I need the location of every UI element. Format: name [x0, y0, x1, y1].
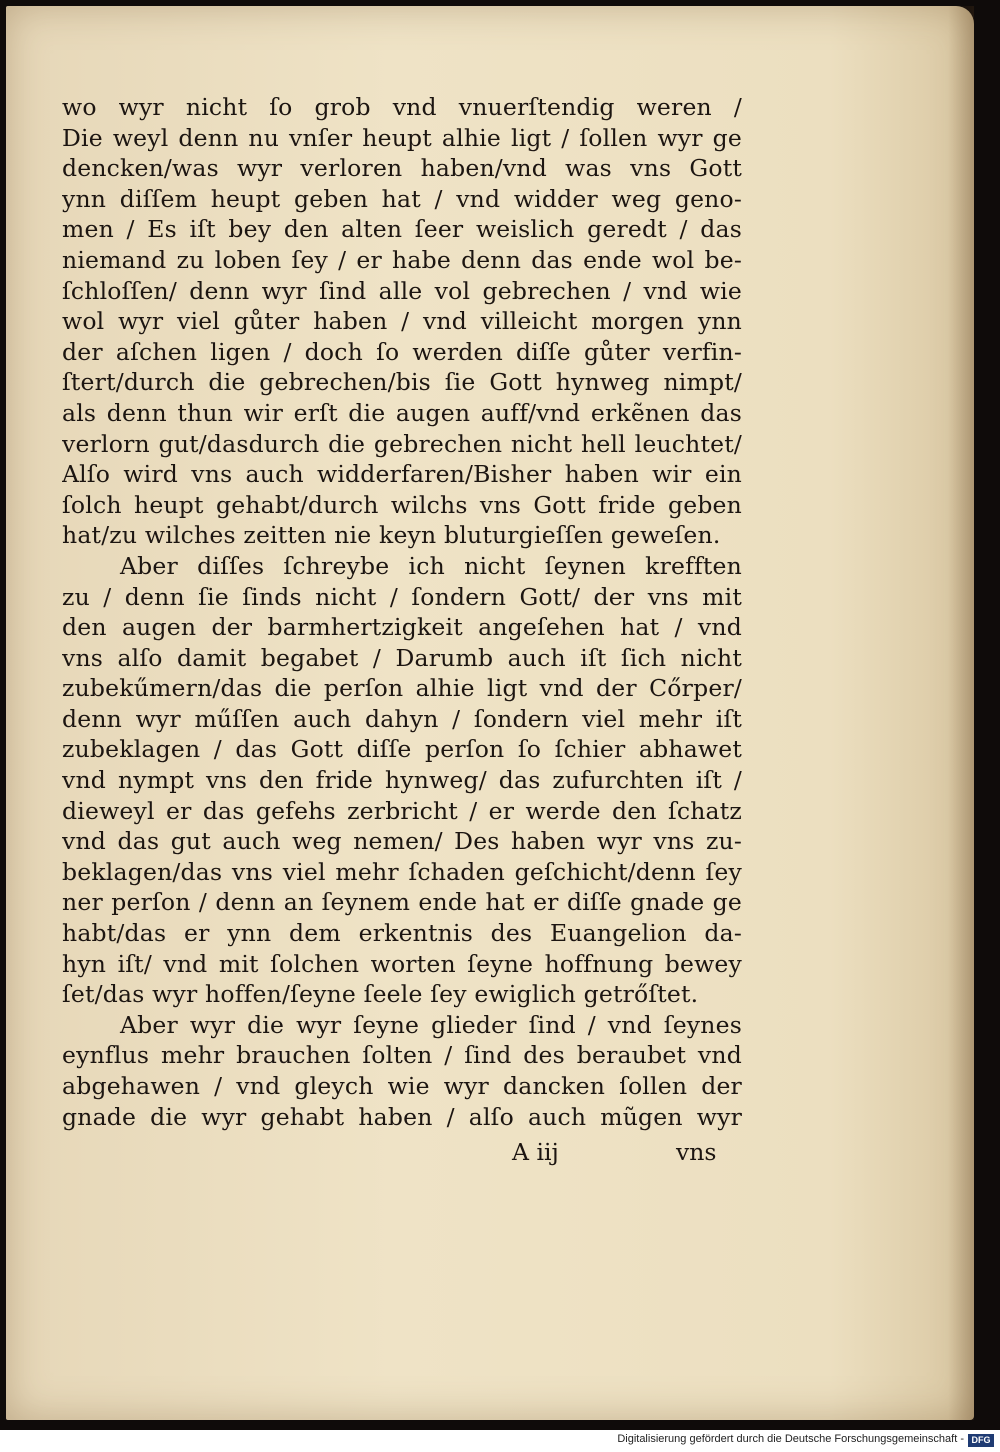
text-line: Alſo wird vns auch widderfaren/Bisher haben wir ein	[62, 460, 742, 489]
text-line: Aber diſſes ſchreybe ich nicht ſeynen krefften	[120, 551, 742, 580]
text-line: zubeklagen / das Gott diſſe perſon ſo ſchier abhawet	[62, 735, 742, 764]
text-line: gnade die wyr gehabt haben / alſo auch mũgen wyr	[62, 1102, 742, 1131]
text-line: ſtert/durch die gebrechen/bis ſie Gott hynweg nimpt/	[62, 368, 742, 397]
text-line: Die weyl denn nu vnſer heupt alhie ligt / ſollen wyr ge	[62, 123, 742, 152]
text-line: abgehawen / vnd gleych wie wyr dancken ſollen der	[62, 1072, 742, 1100]
catchword: vns	[676, 1138, 717, 1166]
text-line: beklagen/das vns viel mehr ſchaden geſchicht/denn ſey	[62, 857, 742, 886]
text-line: vnd das gut auch weg nemen/ Des haben wyr vns zu-	[62, 827, 742, 856]
text-line: verlorn gut/dasdurch die gebrechen nicht hell leuchtet/	[62, 429, 742, 458]
text-line: dieweyl er das gefehs zerbricht / er werde den ſchatz	[62, 796, 742, 825]
text-line: hyn iſt/ vnd mit ſolchen worten ſeyne hoffnung bewey	[62, 949, 742, 978]
text-line: zu / denn ſie ſinds nicht / ſondern Gott/ der vns mit	[62, 582, 742, 611]
text-line: als denn thun wir erſt die augen auff/vnd erkẽnen das	[62, 398, 742, 427]
funding-credit: Digitalisierung gefördert durch die Deutsche Forschungsgemeinschaft -	[617, 1433, 964, 1445]
text-line: Aber wyr die wyr ſeyne glieder ſind / vnd ſeynes	[120, 1010, 742, 1039]
text-line: habt/das er ynn dem erkentnis des Euangelion da-	[62, 919, 742, 948]
text-line: dencken/was wyr verloren haben/vnd was vns Gott	[62, 154, 742, 183]
text-line: wol wyr viel gůter haben / vnd villeicht morgen ynn	[62, 307, 742, 336]
page-edge-shadow	[948, 6, 974, 1420]
text-line: ſet/das wyr hoffen/ſeyne ſeele ſey ewiglich getrőſtet.	[62, 980, 699, 1009]
text-line: eynflus mehr brauchen ſolten / ſind des beraubet vnd	[62, 1041, 742, 1070]
page-text-block	[62, 92, 742, 1132]
text-line: wo wyr nicht ſo grob vnd vnuerſtendig weren /	[62, 93, 742, 121]
text-line: hat/zu wilches zeitten nie keyn bluturgieſſen geweſen.	[62, 521, 721, 550]
text-line: der aſchen ligen / doch ſo werden diſſe gůter verfin-	[62, 337, 742, 366]
text-line: niemand zu loben ſey / er habe denn das ende wol be-	[62, 245, 742, 274]
text-line: ſolch heupt gehabt/durch wilchs vns Gott fride geben	[62, 490, 742, 519]
text-line: ynn diſſem heupt geben hat / vnd widder weg geno-	[62, 184, 742, 213]
text-line: vns alſo damit begabet / Darumb auch iſt ſich nicht	[62, 643, 742, 672]
text-line: ner perſon / denn an ſeynem ende hat er diſſe gnade ge	[62, 888, 742, 917]
text-line: vnd nympt vns den fride hynweg/ das zufurchten iſt /	[62, 766, 742, 795]
dfg-logo-icon: DFG	[968, 1434, 994, 1447]
text-line: denn wyr műſſen auch dahyn / ſondern viel mehr iſt	[62, 704, 742, 733]
text-line: men / Es iſt bey den alten ſeer weislich geredt / das	[62, 215, 742, 244]
text-line: ſchloſſen/ denn wyr ſind alle vol gebrechen / vnd wie	[62, 276, 742, 305]
text-line: zubekűmern/das die perſon alhie ligt vnd der Cőrper/	[62, 674, 742, 703]
digitization-footer	[0, 1430, 1000, 1452]
text-line: den augen der barmhertzigkeit angeſehen hat / vnd	[62, 613, 742, 642]
signature-mark: A iij	[512, 1138, 559, 1166]
